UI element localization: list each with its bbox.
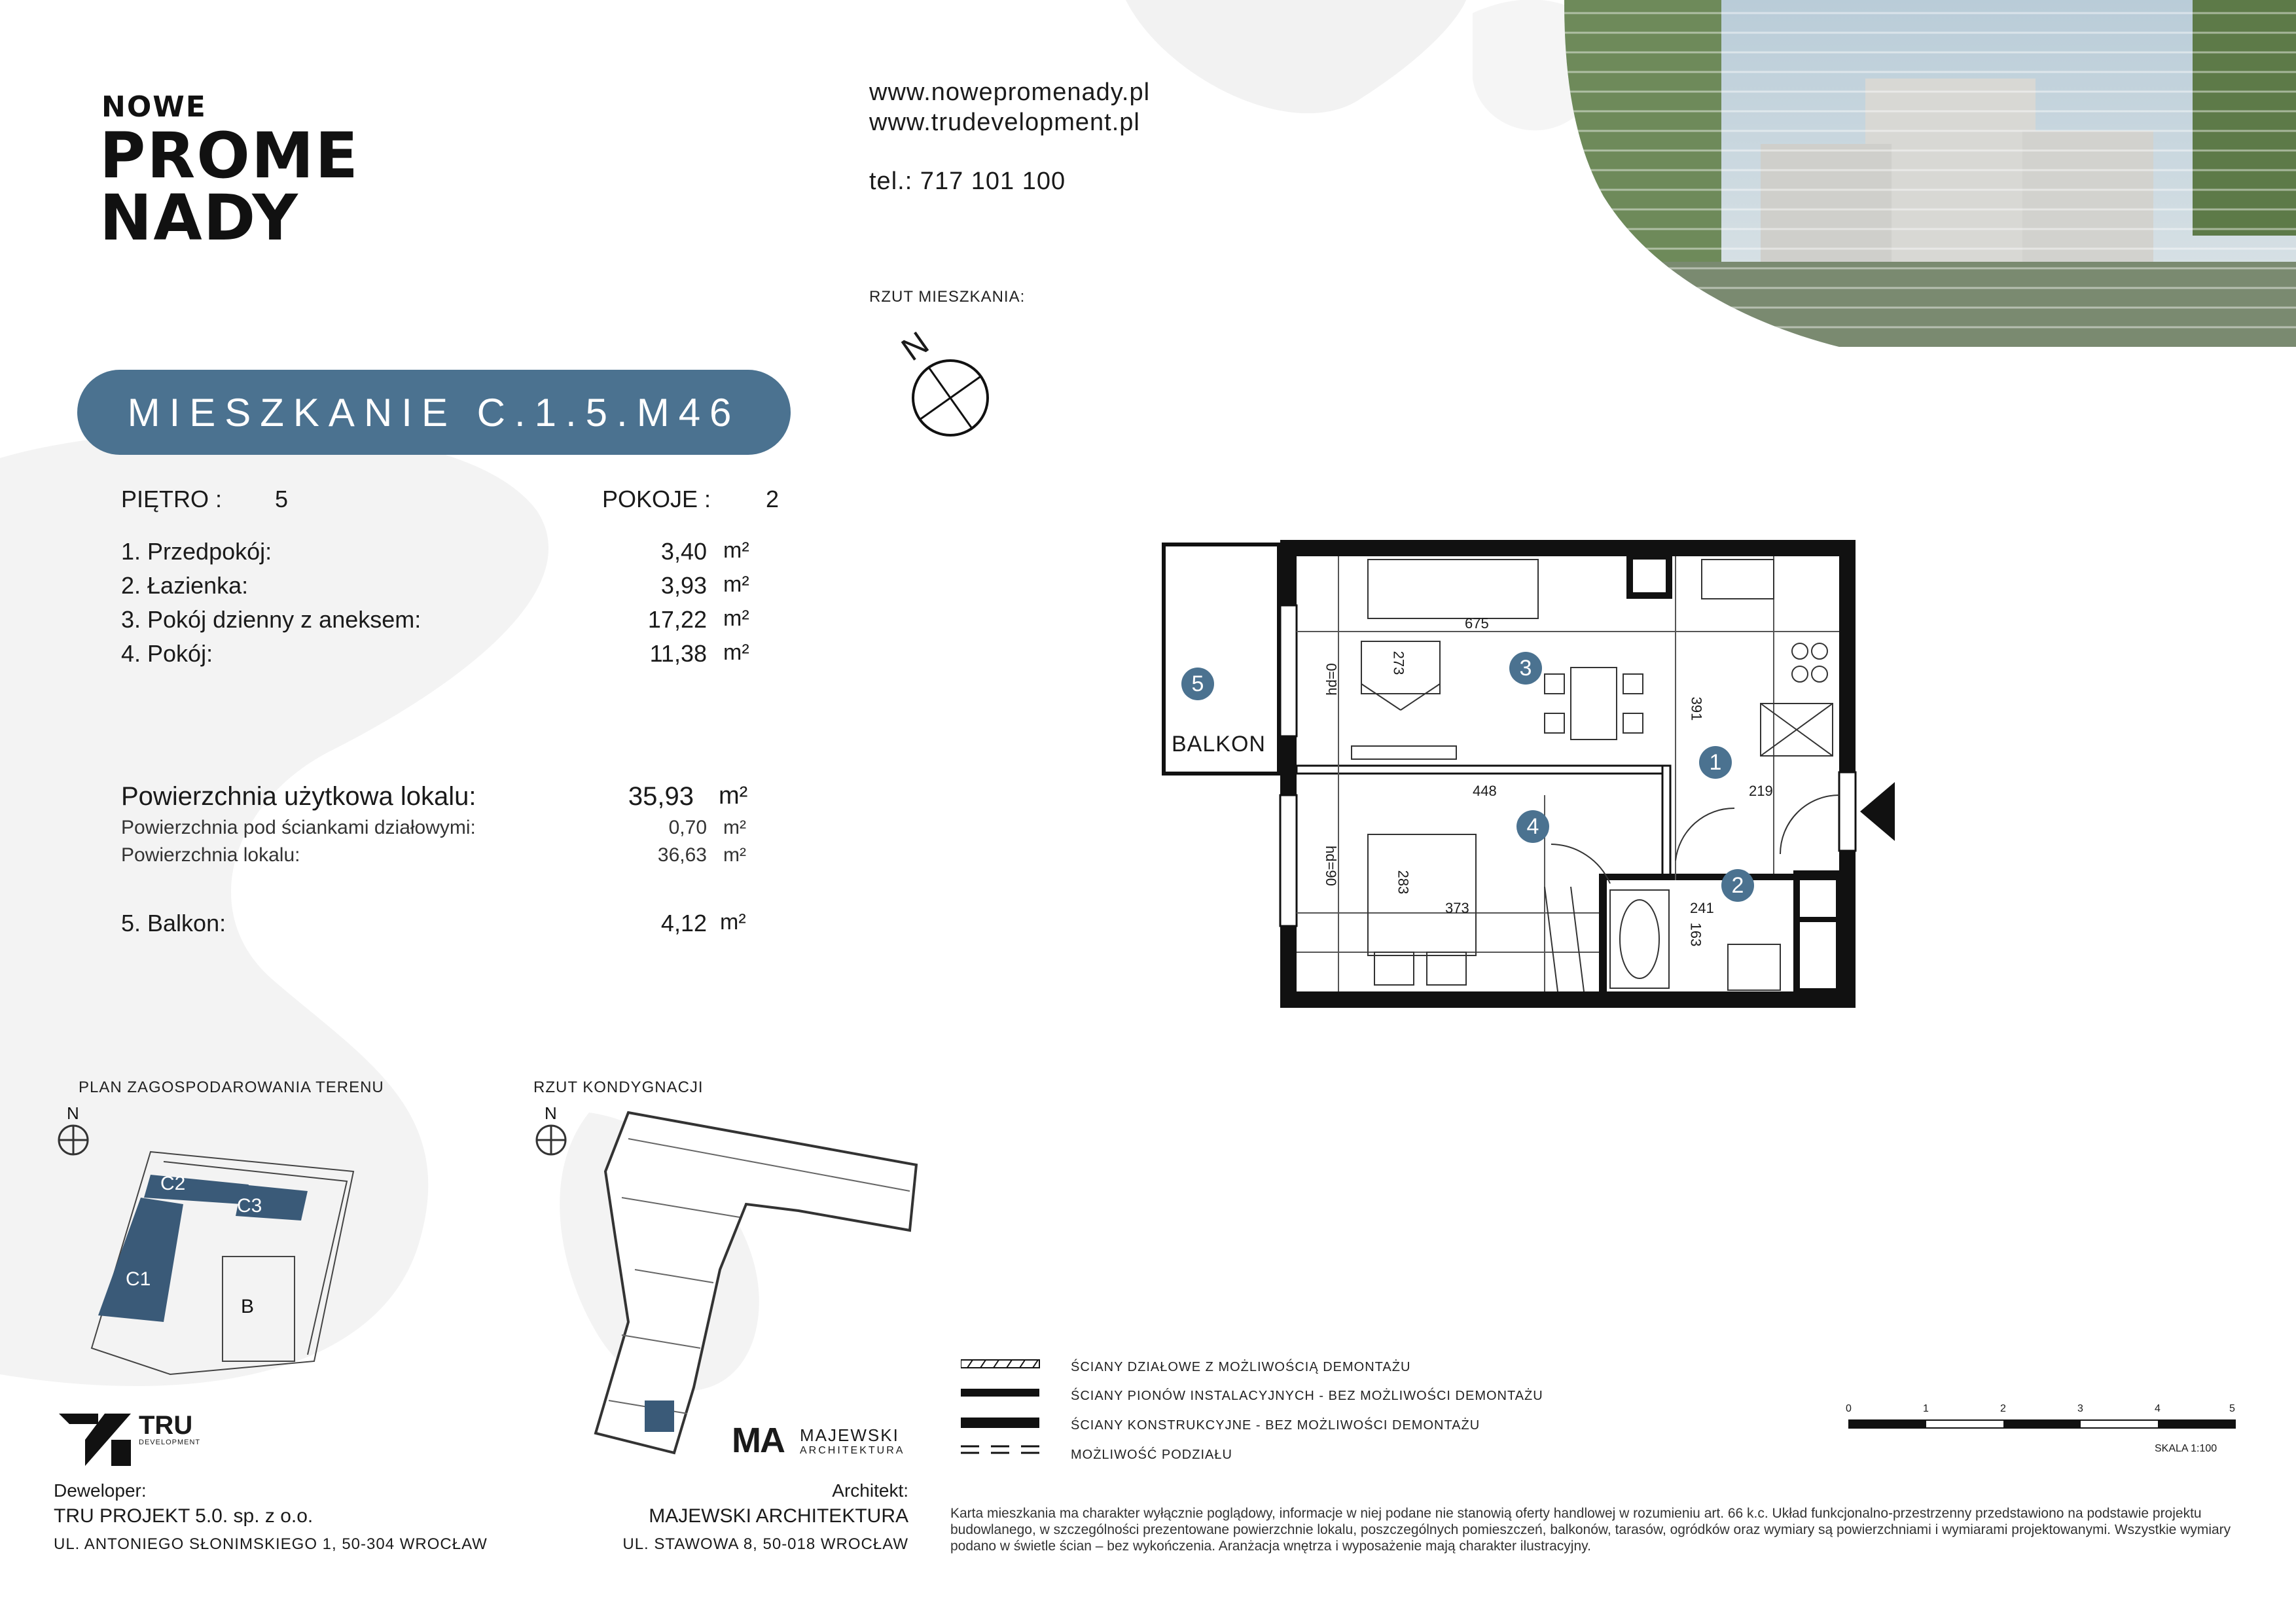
room-unit: m²: [723, 640, 749, 665]
balcony-plan-label: BALKON: [1172, 732, 1266, 757]
scale-tick: 4: [2155, 1403, 2161, 1414]
building-render-image: [1564, 0, 2296, 347]
website-link-2[interactable]: www.trudevelopment.pl: [869, 109, 1140, 136]
tru-logo-sub: DEVELOPMENT: [139, 1438, 201, 1446]
developer-name: TRU PROJEKT 5.0. sp. z o.o.: [54, 1505, 314, 1527]
legend-item: MOŻLIWOŚĆ PODZIAŁU: [1071, 1448, 1232, 1462]
balcony-label: 5. Balkon:: [121, 910, 226, 936]
rooms-label: POKOJE :: [602, 486, 711, 512]
building-label-b: B: [241, 1296, 255, 1317]
legend-item: ŚCIANY PIONÓW INSTALACYJNYCH - BEZ MOŻLIWOŚCI DEMONTAŻU: [1071, 1389, 1543, 1403]
dimension-label: 273: [1390, 651, 1407, 675]
room-unit: m²: [723, 572, 749, 597]
svg-text:N: N: [545, 1103, 557, 1123]
room-number-1: 1: [1699, 746, 1732, 779]
partition-area-value: 0,70: [668, 817, 707, 838]
logo-line-2: PROME: [99, 119, 359, 192]
room-number-4: 4: [1516, 810, 1549, 843]
apartment-title: MIESZKANIE C.1.5.M46: [77, 370, 791, 455]
partition-area-label: Powierzchnia pod ściankami działowymi:: [121, 817, 476, 838]
tru-logo-text: TRU: [139, 1411, 193, 1440]
legend-item: ŚCIANY DZIAŁOWE Z MOŻLIWOŚCIĄ DEMONTAŻU: [1071, 1360, 1411, 1374]
floor-value: 5: [275, 486, 289, 512]
architect-logo-mark: MA: [732, 1421, 784, 1460]
usable-area-label: Powierzchnia użytkowa lokalu:: [121, 782, 476, 811]
room-area: 3,93: [660, 572, 707, 599]
balcony-unit: m²: [720, 910, 746, 935]
dimension-label: 391: [1688, 696, 1705, 721]
room-name: 3. Pokój dzienny z aneksem:: [121, 606, 422, 633]
website-link-1[interactable]: www.nowepromenady.pl: [869, 79, 1151, 106]
scale-tick: 2: [2000, 1403, 2006, 1414]
building-floor-plan: [524, 1099, 929, 1466]
balcony-value: 4,12: [660, 910, 707, 936]
usable-area-unit: m²: [719, 782, 748, 810]
room-name: 1. Przedpokój:: [121, 538, 272, 565]
scale-tick: 3: [2077, 1403, 2083, 1414]
building-label-c2: C2: [160, 1173, 186, 1194]
phone-number[interactable]: tel.: 717 101 100: [869, 168, 1066, 195]
architect-logo-line2: ARCHITEKTURA: [800, 1445, 905, 1456]
building-label-c3: C3: [237, 1195, 262, 1217]
scale-tick: 5: [2229, 1403, 2235, 1414]
apartment-floor-plan: [1152, 533, 1911, 1011]
room-number-3: 3: [1509, 652, 1542, 685]
room-area: 3,40: [660, 538, 707, 565]
room-area: 11,38: [649, 640, 707, 667]
logo-line-3: NADY: [99, 181, 299, 255]
room-name: 4. Pokój:: [121, 640, 213, 667]
dimension-label: 163: [1687, 922, 1704, 947]
plan-label: RZUT MIESZKANIA:: [869, 288, 1026, 306]
legend-item: ŚCIANY KONSTRUKCYJNE - BEZ MOŻLIWOŚCI DEMONTAŻU: [1071, 1418, 1480, 1433]
flat-area-label: Powierzchnia lokalu:: [121, 844, 300, 866]
scale-tick: 1: [1923, 1403, 1929, 1414]
dimension-label: 373: [1445, 900, 1469, 916]
dimension-label: 675: [1465, 615, 1489, 632]
rooms-value: 2: [766, 486, 780, 512]
dimension-label: 448: [1473, 783, 1497, 799]
flat-area-unit: m²: [723, 844, 746, 866]
tru-logo-mark: [59, 1414, 144, 1466]
svg-text:N: N: [67, 1103, 79, 1123]
partition-area-unit: m²: [723, 817, 746, 838]
dimension-label: 241: [1690, 900, 1714, 916]
room-area: 17,22: [647, 606, 707, 633]
door-threshold-label: hd=90: [1322, 846, 1339, 886]
scale-label: SKALA 1:100: [2155, 1443, 2217, 1454]
building-label-c1: C1: [126, 1268, 151, 1290]
floor-plan-label: RZUT KONDYGNACJI: [533, 1079, 704, 1096]
floor-label: PIĘTRO :: [121, 486, 223, 512]
logo-line-1: NOWE: [101, 90, 207, 124]
room-unit: m²: [723, 538, 749, 563]
legend-swatches: [961, 1355, 1046, 1466]
developer-label: Deweloper:: [54, 1480, 147, 1501]
disclaimer-text: Karta mieszkania ma charakter wyłącznie poglądowy, informacje w niej podane nie stanowią oferty handlowej w rozumieniu art. 66 k.c. Układ funkcjonalno-przestrzenny przedstawiono na podstawie projektu budowlanego, w szczególności prezentowane powierzchnie lokalu, poszczególnych pomieszczeń, balkonów, tarasów, ogródków oraz wymiary są powierzchniami i wymiarami projektowanymi. Wszystkie wymiary podano w świetle ścian – bez wykończenia. Aranżacja wnętrza i wyposażenie mają charakter ilustracyjny.: [950, 1506, 2231, 1554]
architect-logo-line1: MAJEWSKI: [800, 1425, 899, 1445]
room-number-5: 5: [1181, 668, 1214, 700]
room-name: 2. Łazienka:: [121, 572, 249, 599]
site-plan-label: PLAN ZAGOSPODAROWANIA TERENU: [79, 1079, 384, 1096]
developer-address: UL. ANTONIEGO SŁONIMSKIEGO 1, 50-304 WROCŁAW: [54, 1535, 488, 1553]
room-number-2: 2: [1721, 869, 1754, 902]
usable-area-value: 35,93: [628, 782, 694, 811]
flat-area-value: 36,63: [657, 844, 707, 866]
compass-letter: N: [895, 324, 935, 368]
architect-label: Architekt:: [832, 1480, 908, 1501]
dimension-label: 219: [1749, 783, 1773, 799]
dimension-label: 283: [1395, 870, 1412, 895]
room-unit: m²: [723, 606, 749, 631]
scale-bar: [1846, 1414, 2238, 1433]
architect-name: MAJEWSKI ARCHITEKTURA: [649, 1505, 908, 1527]
architect-address: UL. STAWOWA 8, 50-018 WROCŁAW: [622, 1535, 908, 1553]
site-plan-map: [52, 1099, 393, 1387]
scale-tick: 0: [1846, 1403, 1852, 1414]
door-threshold-label: hd=0: [1323, 663, 1340, 696]
